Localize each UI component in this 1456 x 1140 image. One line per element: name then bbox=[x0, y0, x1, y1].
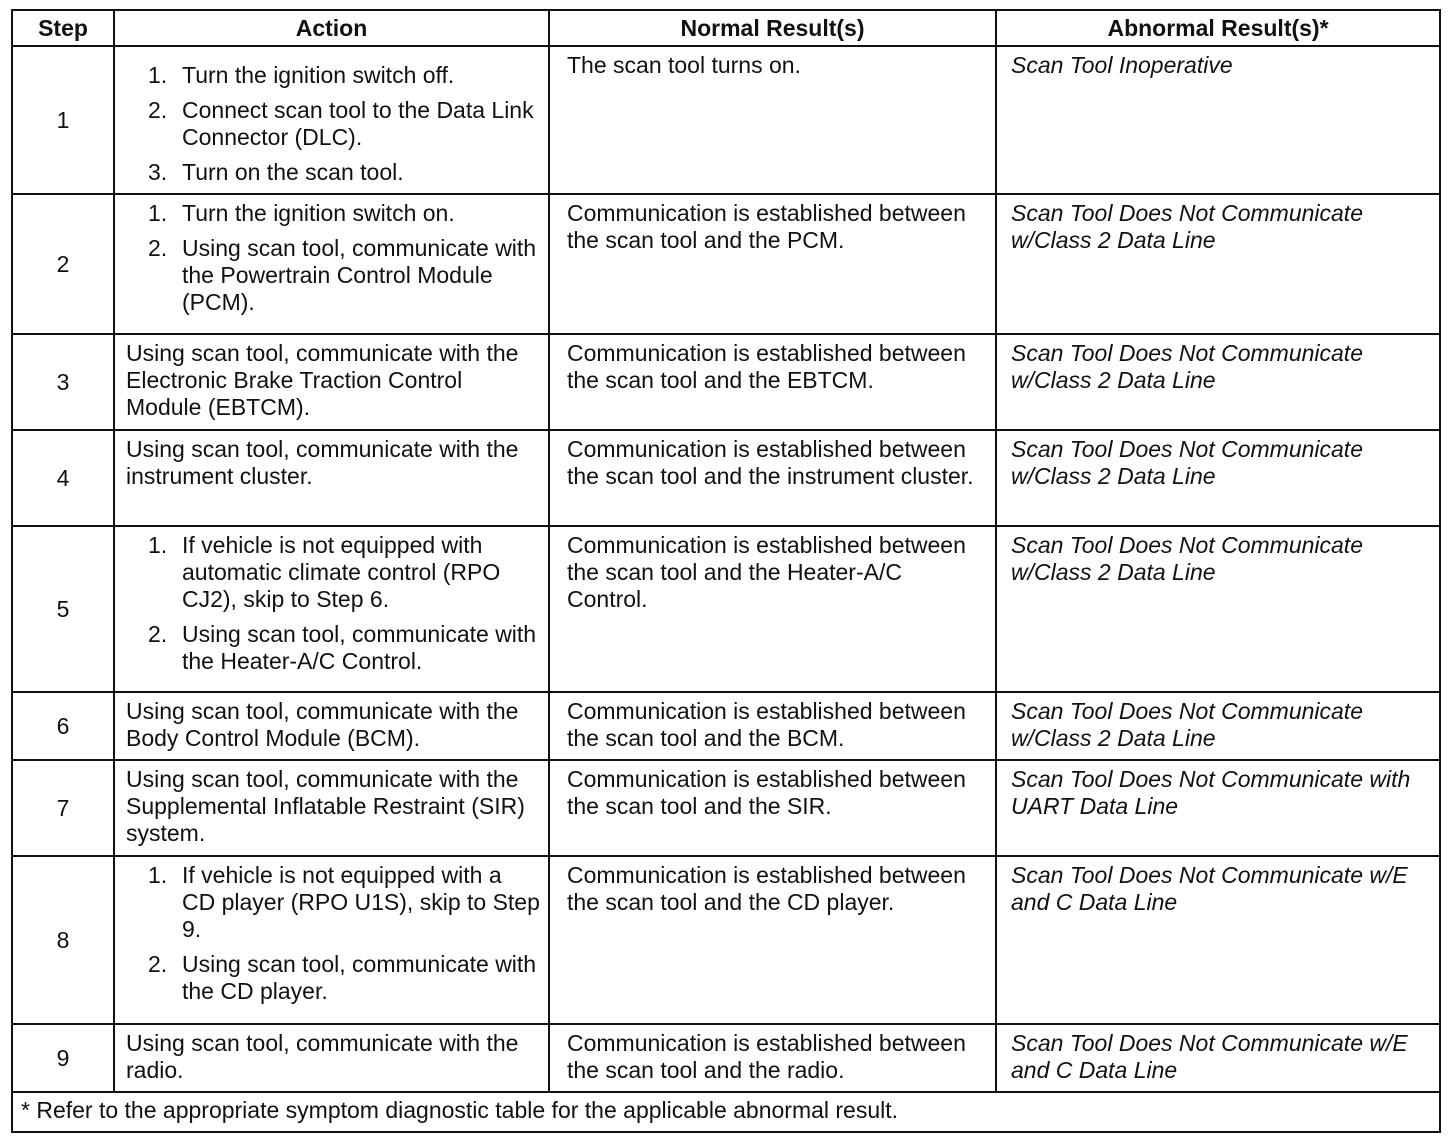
action-step-text: If vehicle is not equipped with automatic climate control (RPO CJ2), skip to Step 6. bbox=[182, 532, 501, 612]
normal-result: Communication is established between the scan tool and the SIR. bbox=[549, 760, 996, 856]
abnormal-result: Scan Tool Does Not Communicate w/Class 2 Data Line bbox=[996, 194, 1440, 334]
action-step bbox=[148, 200, 540, 227]
table-row bbox=[12, 334, 1440, 430]
table-row bbox=[12, 46, 1440, 194]
action-cell: Using scan tool, communicate with the instrument cluster. bbox=[114, 430, 549, 526]
footnote: * Refer to the appropriate symptom diagnostic table for the applicable abnormal result. bbox=[12, 1092, 1440, 1132]
header-row bbox=[12, 10, 1440, 46]
action-cell: Using scan tool, communicate with the Body Control Module (BCM). bbox=[114, 692, 549, 760]
header-step: Step bbox=[12, 10, 114, 46]
action-step-number: 1. bbox=[148, 862, 168, 888]
step-number: 9 bbox=[12, 1024, 114, 1092]
normal-result: The scan tool turns on. bbox=[549, 46, 996, 194]
diagnostic-table bbox=[11, 9, 1441, 1133]
action-cell bbox=[114, 194, 549, 334]
action-step-number: 3. bbox=[148, 159, 168, 185]
normal-result: Communication is established between the scan tool and the radio. bbox=[549, 1024, 996, 1092]
action-step-text: Turn the ignition switch on. bbox=[182, 200, 455, 226]
table-row bbox=[12, 692, 1440, 760]
normal-result: Communication is established between the scan tool and the instrument cluster. bbox=[549, 430, 996, 526]
action-step-text: Connect scan tool to the Data Link Connector (DLC). bbox=[182, 97, 534, 150]
action-step bbox=[148, 951, 540, 1005]
action-step-text: Turn on the scan tool. bbox=[182, 159, 404, 185]
action-step-number: 1. bbox=[148, 200, 168, 226]
abnormal-result: Scan Tool Does Not Communicate w/Class 2 Data Line bbox=[996, 334, 1440, 430]
action-step-number: 2. bbox=[148, 97, 168, 123]
action-step bbox=[148, 97, 540, 151]
abnormal-result: Scan Tool Does Not Communicate with UART Data Line bbox=[996, 760, 1440, 856]
action-step bbox=[148, 62, 540, 89]
table-body bbox=[12, 46, 1440, 1092]
normal-result: Communication is established between the scan tool and the BCM. bbox=[549, 692, 996, 760]
action-step bbox=[148, 532, 540, 613]
table-row bbox=[12, 526, 1440, 692]
action-cell bbox=[114, 46, 549, 194]
abnormal-result: Scan Tool Does Not Communicate w/Class 2 Data Line bbox=[996, 692, 1440, 760]
header-normal-results: Normal Result(s) bbox=[549, 10, 996, 46]
table-row bbox=[12, 856, 1440, 1024]
action-step-text: Using scan tool, communicate with the Powertrain Control Module (PCM). bbox=[182, 235, 537, 315]
action-step-number: 2. bbox=[148, 235, 168, 261]
step-number: 4 bbox=[12, 430, 114, 526]
normal-result: Communication is established between the scan tool and the CD player. bbox=[549, 856, 996, 1024]
normal-result: Communication is established between the scan tool and the EBTCM. bbox=[549, 334, 996, 430]
action-cell: Using scan tool, communicate with the radio. bbox=[114, 1024, 549, 1092]
table-row bbox=[12, 430, 1440, 526]
action-cell: Using scan tool, communicate with the Supplemental Inflatable Restraint (SIR) system. bbox=[114, 760, 549, 856]
table-row bbox=[12, 760, 1440, 856]
table-row bbox=[12, 194, 1440, 334]
action-steps-list bbox=[148, 62, 540, 186]
action-cell bbox=[114, 856, 549, 1024]
action-step-number: 2. bbox=[148, 621, 168, 647]
step-number: 8 bbox=[12, 856, 114, 1024]
normal-result: Communication is established between the scan tool and the Heater-A/C Control. bbox=[549, 526, 996, 692]
abnormal-result: Scan Tool Does Not Communicate w/Class 2 Data Line bbox=[996, 430, 1440, 526]
table-row bbox=[12, 1024, 1440, 1092]
action-step bbox=[148, 235, 540, 316]
normal-result: Communication is established between the scan tool and the PCM. bbox=[549, 194, 996, 334]
step-number: 7 bbox=[12, 760, 114, 856]
abnormal-result: Scan Tool Does Not Communicate w/E and C Data Line bbox=[996, 1024, 1440, 1092]
action-step-text: Turn the ignition switch off. bbox=[182, 62, 455, 88]
action-steps-list bbox=[148, 200, 540, 316]
footnote-row bbox=[12, 1092, 1440, 1132]
step-number: 1 bbox=[12, 46, 114, 194]
header-action: Action bbox=[114, 10, 549, 46]
step-number: 6 bbox=[12, 692, 114, 760]
abnormal-result: Scan Tool Does Not Communicate w/E and C Data Line bbox=[996, 856, 1440, 1024]
action-step-number: 2. bbox=[148, 951, 168, 977]
action-step-text: Using scan tool, communicate with the CD player. bbox=[182, 951, 537, 1004]
action-step-number: 1. bbox=[148, 62, 168, 88]
action-step-text: If vehicle is not equipped with a CD player (RPO U1S), skip to Step 9. bbox=[182, 862, 540, 942]
action-step bbox=[148, 159, 540, 186]
step-number: 3 bbox=[12, 334, 114, 430]
header-abnormal-results: Abnormal Result(s)* bbox=[996, 10, 1440, 46]
action-steps-list bbox=[148, 862, 540, 1005]
action-steps-list bbox=[148, 532, 540, 675]
abnormal-result: Scan Tool Inoperative bbox=[996, 46, 1440, 194]
abnormal-result: Scan Tool Does Not Communicate w/Class 2 Data Line bbox=[996, 526, 1440, 692]
action-step bbox=[148, 862, 540, 943]
action-step-number: 1. bbox=[148, 532, 168, 558]
step-number: 5 bbox=[12, 526, 114, 692]
action-step bbox=[148, 621, 540, 675]
action-cell: Using scan tool, communicate with the Electronic Brake Traction Control Module (EBTCM). bbox=[114, 334, 549, 430]
action-step-text: Using scan tool, communicate with the Heater-A/C Control. bbox=[182, 621, 537, 674]
action-cell bbox=[114, 526, 549, 692]
step-number: 2 bbox=[12, 194, 114, 334]
